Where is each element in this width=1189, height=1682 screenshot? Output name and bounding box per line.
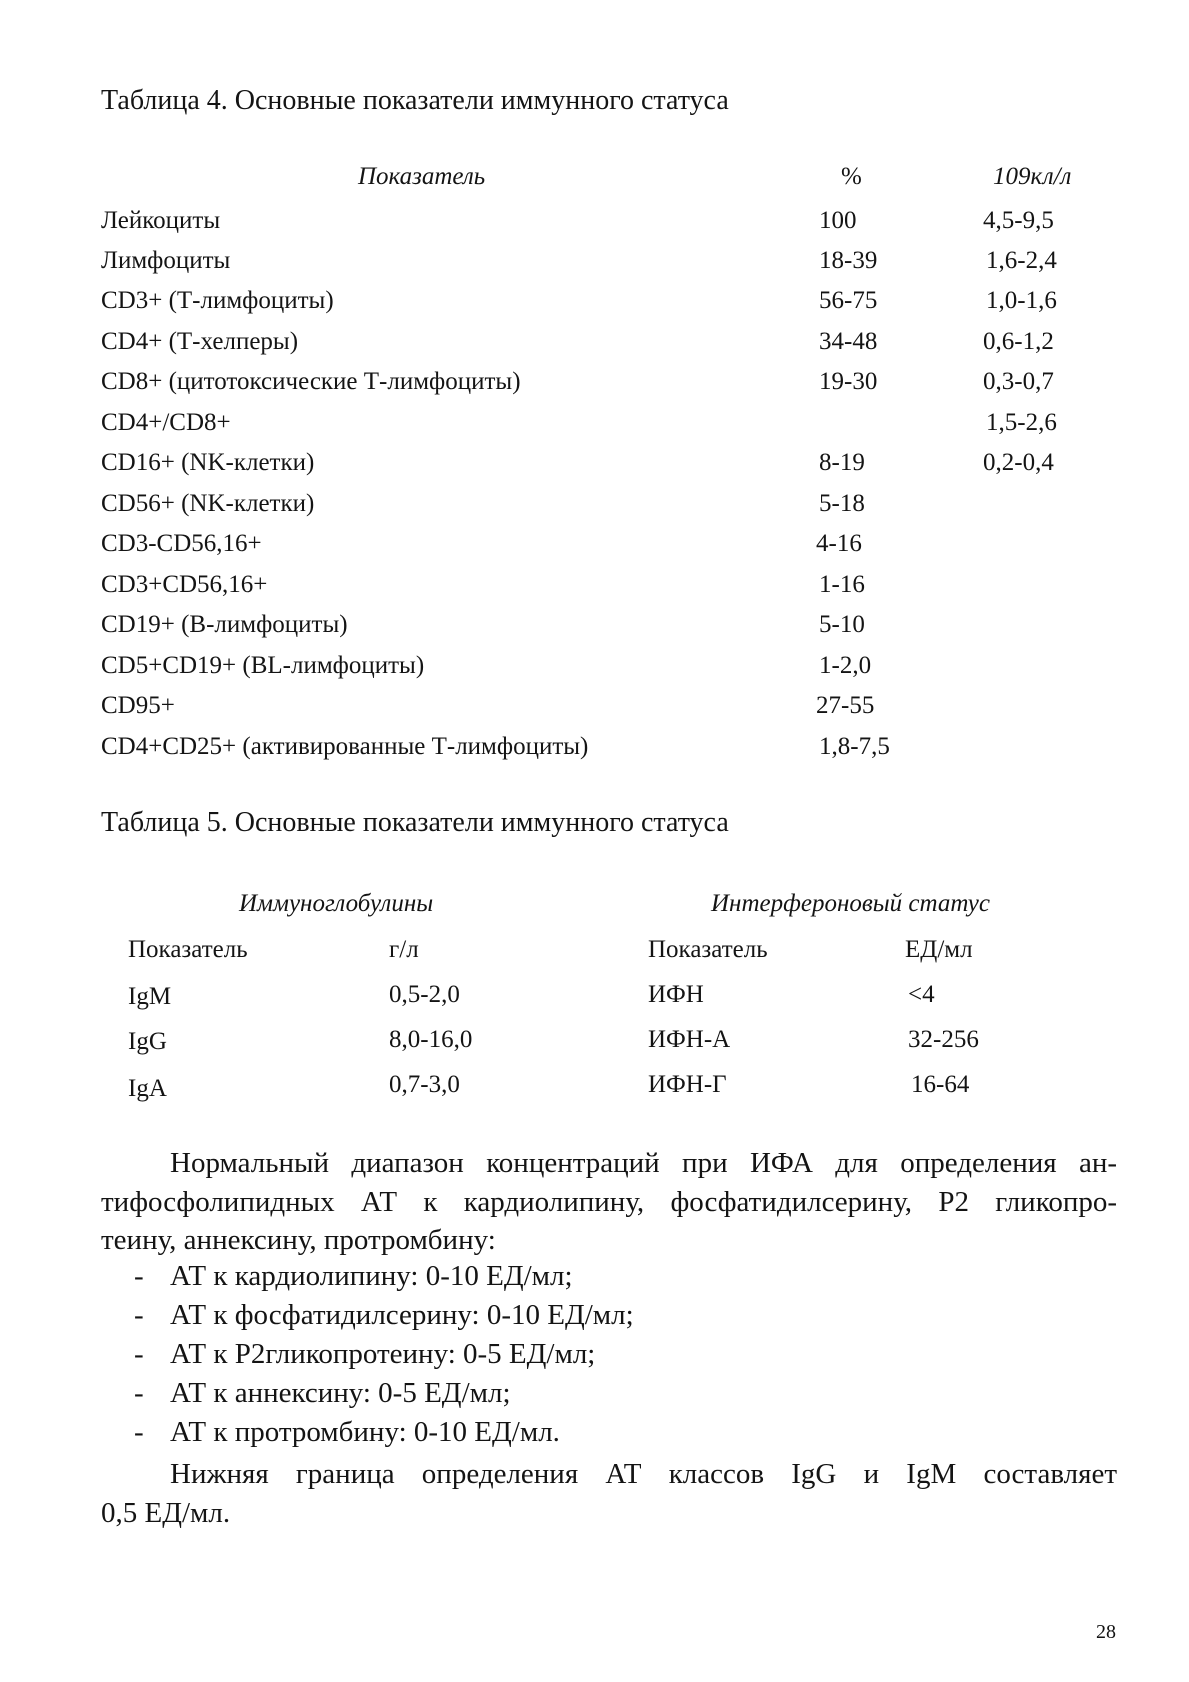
table5-right-row-value: <4 (908, 981, 935, 1008)
table4-row-count: 1,5-2,6 (986, 409, 1057, 436)
table5-left-row-value: 0,7-3,0 (389, 1071, 460, 1098)
table4-row-percent: 1,8-7,5 (819, 733, 890, 760)
table5-right-row-label: ИФН-Г (648, 1071, 727, 1098)
table4-row-label: CD3+ (Т-лимфоциты) (101, 287, 334, 314)
table4-header-percent: % (841, 163, 862, 190)
table4-header-count: 109кл/л (993, 163, 1072, 190)
table5-right-row-value: 32-256 (908, 1026, 979, 1053)
list-dash: - (134, 1377, 144, 1409)
table4-row-percent: 18-39 (819, 247, 878, 274)
table5-right-header-unit: ЕД/мл (905, 936, 973, 963)
table4-row-label: Лейкоциты (101, 207, 221, 234)
table5-interferon-title: Интерфероновый статус (711, 890, 990, 917)
table4-row-percent: 100 (819, 207, 857, 234)
table4-row-percent: 8-19 (819, 449, 865, 476)
table5-left-row-label: IgM (128, 983, 172, 1010)
table5-caption: Таблица 5. Основные показатели иммунного статуса (101, 807, 729, 838)
list-item (134, 1299, 634, 1332)
list-item-text: АТ к протромбину: 0-10 ЕД/мл. (170, 1416, 560, 1448)
table4-caption: Таблица 4. Основные показатели иммунного статуса (101, 85, 729, 116)
list-item-text: АТ к фосфатидилсерину: 0-10 ЕД/мл; (170, 1299, 634, 1331)
table5-left-row-label: IgA (128, 1075, 167, 1102)
paragraph-line: Нижняя граница определения АТ классов IgG и IgM составляет (170, 1458, 1117, 1490)
table4-row-label: Лимфоциты (101, 247, 231, 274)
table4-row-percent: 56-75 (819, 287, 878, 314)
list-item (134, 1416, 560, 1449)
paragraph-line: тифосфолипидных АТ к кардиолипину, фосфатидилсерину, Р2 гликопро- (101, 1186, 1117, 1218)
table4-row-label: CD16+ (NK-клетки) (101, 449, 315, 476)
table5-right-row-value: 16-64 (911, 1071, 970, 1098)
paragraph-line: теину, аннексину, протромбину: (101, 1224, 496, 1256)
list-dash: - (134, 1416, 144, 1448)
table4-row-label: CD8+ (цитотоксические Т-лимфоциты) (101, 368, 521, 395)
table4-row-label: CD56+ (NK-клетки) (101, 490, 315, 517)
table4-row-percent: 5-10 (819, 611, 865, 638)
table4-row-label: CD3+CD56,16+ (101, 571, 268, 598)
table5-right-row-label: ИФН (648, 981, 704, 1008)
table5-left-row-label: IgG (128, 1028, 167, 1055)
table5-right-row-label: ИФН-А (648, 1026, 731, 1053)
list-item (134, 1377, 511, 1410)
table4-row-percent: 5-18 (819, 490, 865, 517)
table4-row-count: 0,2-0,4 (983, 449, 1054, 476)
table4-row-percent: 27-55 (816, 692, 875, 719)
table5-left-row-value: 0,5-2,0 (389, 981, 460, 1008)
table4-row-label: CD5+CD19+ (BL-лимфоциты) (101, 652, 425, 679)
list-dash: - (134, 1260, 144, 1292)
list-item (134, 1260, 573, 1293)
table4-row-count: 4,5-9,5 (983, 207, 1054, 234)
table4-row-label: CD19+ (В-лимфоциты) (101, 611, 348, 638)
table4-row-percent: 1-16 (819, 571, 865, 598)
table4-row-label: CD95+ (101, 692, 175, 719)
table4-row-label: CD4+CD25+ (активированные Т-лимфоциты) (101, 733, 589, 760)
table5-left-header-indicator: Показатель (128, 936, 248, 963)
list-item (134, 1338, 595, 1371)
table4-header-indicator: Показатель (358, 163, 486, 190)
table4-row-percent: 4-16 (816, 530, 862, 557)
table4-row-label: CD4+/CD8+ (101, 409, 231, 436)
table4-row-count: 1,6-2,4 (986, 247, 1057, 274)
table4-row-count: 0,6-1,2 (983, 328, 1054, 355)
table4-row-label: CD4+ (Т-хелперы) (101, 328, 299, 355)
table4-row-percent: 19-30 (819, 368, 878, 395)
paragraph-line: 0,5 ЕД/мл. (101, 1497, 231, 1529)
page-number: 28 (1096, 1621, 1116, 1643)
table4-row-percent: 1-2,0 (819, 652, 872, 679)
table4-row-count: 1,0-1,6 (986, 287, 1057, 314)
table4-row-count: 0,3-0,7 (983, 368, 1054, 395)
table5-left-header-unit: г/л (389, 936, 419, 963)
list-dash: - (134, 1338, 144, 1370)
table4-row-label: CD3-CD56,16+ (101, 530, 262, 557)
table5-immunoglobulins-title: Иммуноглобулины (239, 890, 434, 917)
list-item-text: АТ к аннексину: 0-5 ЕД/мл; (170, 1377, 511, 1409)
table4-row-percent: 34-48 (819, 328, 878, 355)
table5-right-header-indicator: Показатель (648, 936, 768, 963)
list-item-text: АТ к кардиолипину: 0-10 ЕД/мл; (170, 1260, 573, 1292)
list-dash: - (134, 1299, 144, 1331)
list-item-text: АТ к Р2гликопротеину: 0-5 ЕД/мл; (170, 1338, 596, 1370)
paragraph-line: Нормальный диапазон концентраций при ИФА для определения ан- (170, 1147, 1117, 1179)
table5-left-row-value: 8,0-16,0 (389, 1026, 473, 1053)
